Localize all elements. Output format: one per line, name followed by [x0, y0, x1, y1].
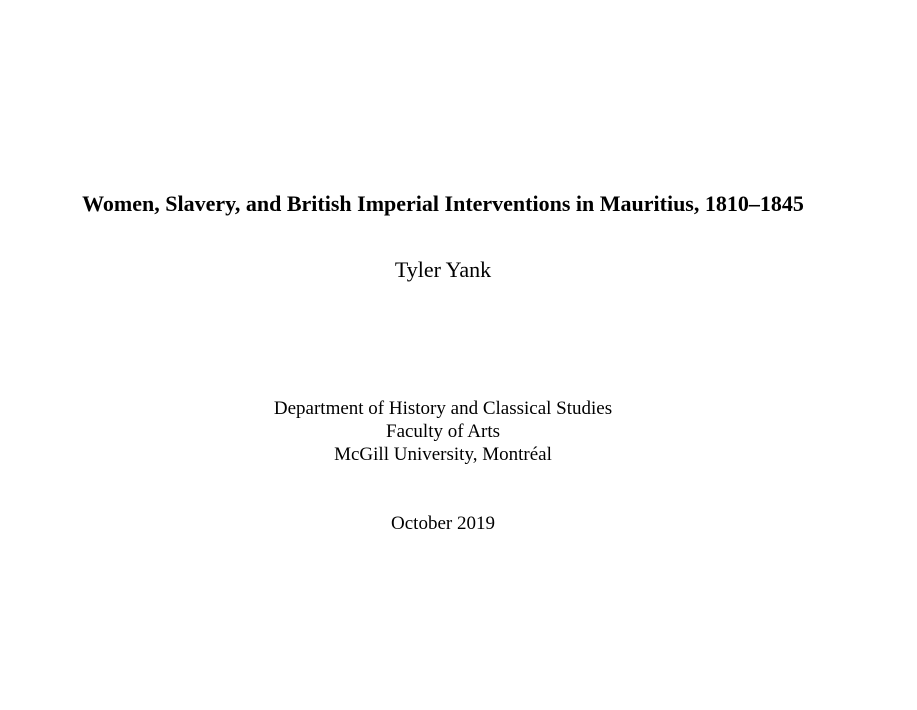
submission-date: October 2019: [391, 513, 495, 534]
department-line: Department of History and Classical Studies: [273, 398, 613, 419]
author-name: Tyler Yank: [394, 257, 492, 282]
thesis-title: Women, Slavery, and British Imperial Interventions in Mauritius, 1810–1845: [82, 191, 804, 216]
affiliation-block: [0, 397, 886, 466]
university-line: McGill University, Montréal: [334, 444, 552, 465]
faculty-line: Faculty of Arts: [386, 421, 500, 442]
